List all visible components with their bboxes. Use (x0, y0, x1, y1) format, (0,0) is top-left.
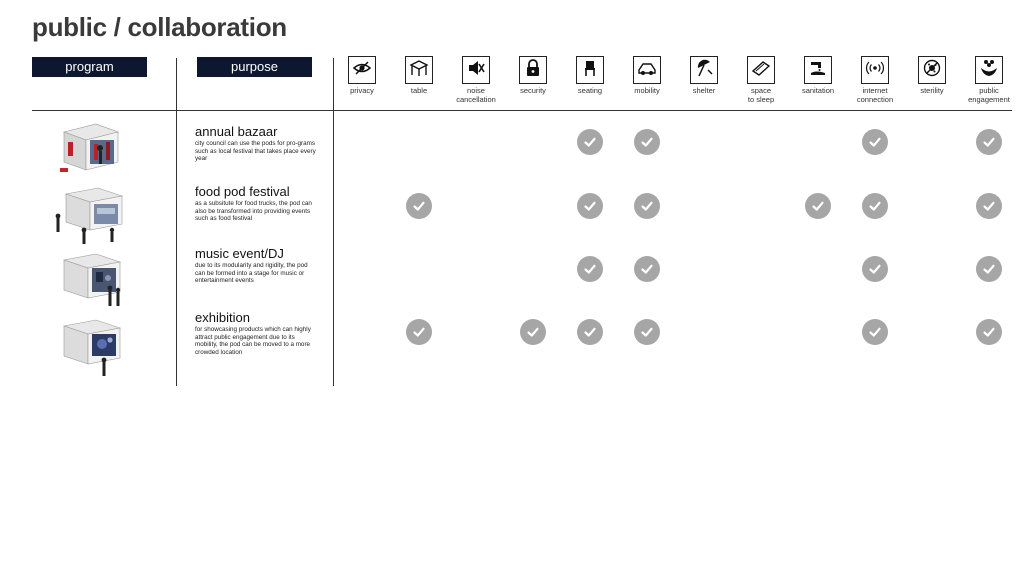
check-public-row-0 (976, 129, 1002, 155)
umbrella-icon (694, 58, 714, 83)
wifi-icon (865, 58, 885, 83)
feature-public-engagement (961, 56, 1017, 104)
feature-label: mobility (634, 86, 660, 95)
check-seating-row-3 (577, 319, 603, 345)
feature-sterility (904, 56, 960, 96)
check-public-row-2 (976, 256, 1002, 282)
feature-space-to-sleep (733, 56, 789, 104)
feature-label: shelter (692, 86, 716, 95)
row-title-food-pod-festival: food pod festival (195, 184, 290, 199)
check-internet-row-3 (862, 319, 888, 345)
feature-label: sterility (920, 86, 944, 95)
check-seating-row-1 (577, 193, 603, 219)
row-desc-music-event: due to its modularity and rigidity, the pod can be formed into a stage for music or entertainment events (195, 262, 308, 285)
faucet-icon (808, 58, 828, 83)
feature-internet-connection (847, 56, 903, 104)
feature-label: sanitation (801, 86, 835, 95)
feature-label: public engagement (968, 86, 1010, 104)
speaker-mute-icon (466, 58, 486, 83)
check-internet-row-2 (862, 256, 888, 282)
feature-seating (562, 56, 618, 96)
program-divider (176, 58, 177, 386)
check-mobility-row-2 (634, 256, 660, 282)
vehicle-icon (637, 58, 657, 83)
purpose-header: purpose (197, 57, 312, 77)
row-title-music-event: music event/DJ (195, 246, 284, 261)
feature-table (391, 56, 447, 96)
feature-label: internet connection (856, 86, 894, 104)
feature-label: table (410, 86, 428, 95)
check-public-row-1 (976, 193, 1002, 219)
check-public-row-3 (976, 319, 1002, 345)
lock-icon (523, 58, 543, 83)
page-title: public / collaboration (32, 12, 287, 42)
row-desc-annual-bazaar: city council can use the pods for pro-grams such as local festival that takes place every year (195, 140, 316, 163)
row-title-annual-bazaar: annual bazaar (195, 124, 278, 139)
check-table-row-1 (406, 193, 432, 219)
eye-slash-icon (352, 58, 372, 83)
feature-label: space to sleep (747, 86, 775, 104)
feature-sanitation (790, 56, 846, 96)
food-pod-festival-image (52, 186, 132, 246)
check-mobility-row-1 (634, 193, 660, 219)
table-icon (409, 58, 429, 83)
check-mobility-row-3 (634, 319, 660, 345)
feature-mobility (619, 56, 675, 96)
chair-icon (580, 58, 600, 83)
feature-shelter (676, 56, 732, 96)
check-internet-row-1 (862, 193, 888, 219)
check-seating-row-2 (577, 256, 603, 282)
row-desc-food-pod-festival: as a subsitute for food trucks, the pod can also be transformed into providing events such as food festival (195, 200, 312, 223)
annual-bazaar-image (52, 118, 132, 178)
check-sanitation-row-1 (805, 193, 831, 219)
feature-label: privacy (350, 86, 374, 95)
feature-label: noise cancellation (456, 86, 496, 104)
check-seating-row-0 (577, 129, 603, 155)
purpose-divider (333, 58, 334, 386)
row-title-exhibition: exhibition (195, 310, 250, 325)
mat-icon (751, 58, 771, 83)
check-mobility-row-0 (634, 129, 660, 155)
feature-noise-cancellation (448, 56, 504, 104)
feature-security (505, 56, 561, 96)
check-security-row-3 (520, 319, 546, 345)
music-event-dj-image (52, 250, 132, 310)
header-divider (32, 110, 1012, 111)
feature-privacy (334, 56, 390, 96)
hands-icon (979, 58, 999, 83)
virus-icon (922, 58, 942, 83)
feature-label: security (520, 86, 546, 95)
program-header: program (32, 57, 147, 77)
exhibition-image (52, 318, 132, 378)
feature-label: seating (577, 86, 603, 95)
check-table-row-3 (406, 319, 432, 345)
row-desc-exhibition: for showcasing products which can highly attract public engagement due to its mobility, the pod can be moved to a more crowded location (195, 326, 311, 356)
check-internet-row-0 (862, 129, 888, 155)
